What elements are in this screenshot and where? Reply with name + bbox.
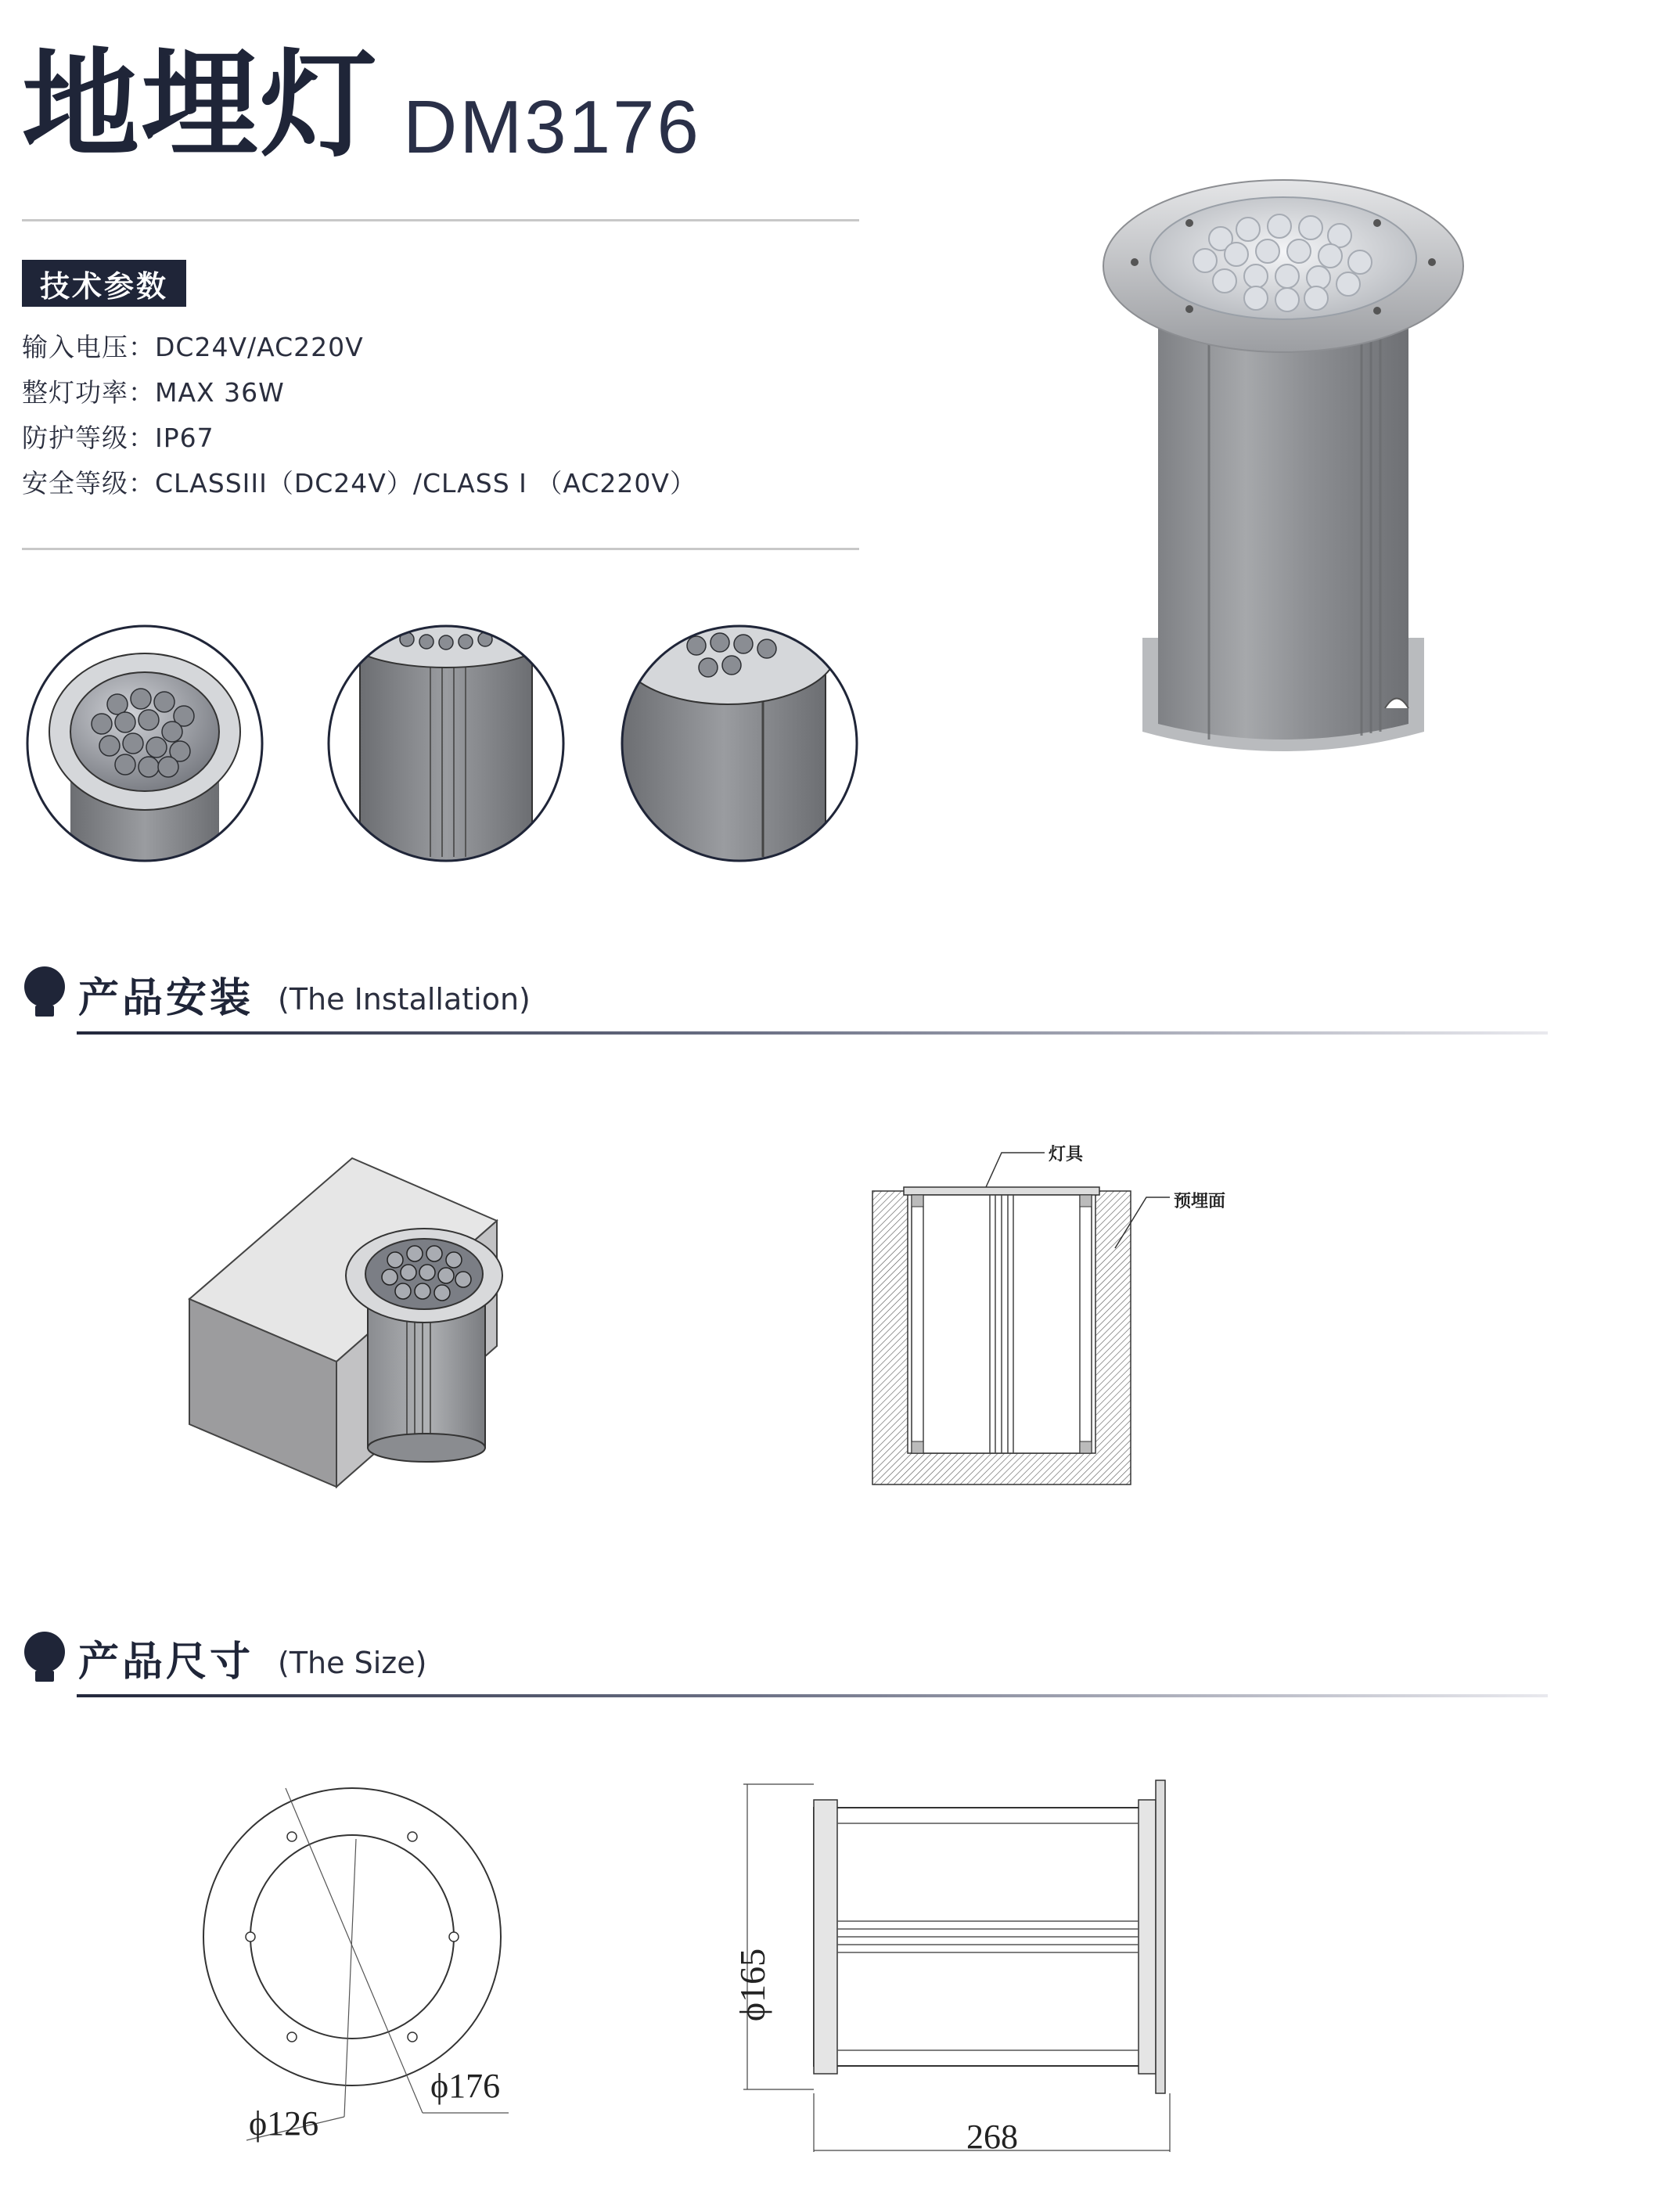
- size-section-subtitle: (The Size): [278, 1646, 427, 1680]
- installation-section-subtitle: (The Installation): [278, 982, 531, 1017]
- spec-row-safety: 安全等级：CLASSIII（DC24V）/CLASS I （AC220V）: [22, 468, 696, 498]
- dim-length: 268: [966, 2118, 1018, 2156]
- size-side-view-drawing: [743, 1776, 1189, 2152]
- size-section-rule: [77, 1694, 1548, 1697]
- spec-row-voltage: 输入电压：DC24V/AC220V: [22, 332, 364, 362]
- product-model: DM3176: [403, 85, 701, 169]
- size-section-title: 产品尺寸: [78, 1639, 254, 1686]
- header-divider: [22, 219, 859, 221]
- section-bulb-icon-2: [22, 1632, 67, 1683]
- dim-body-diameter: ϕ165: [732, 1948, 773, 2022]
- installation-section-rule: [77, 1031, 1548, 1035]
- installation-3d-illustration: [180, 1150, 509, 1495]
- specs-badge: 技术参数: [22, 260, 186, 307]
- label-fixture: 灯具: [1049, 1145, 1084, 1164]
- section-bulb-icon: [22, 966, 67, 1018]
- product-title-cn: 地埋灯: [22, 38, 380, 174]
- detail-side-view: [329, 622, 563, 873]
- label-embedded-surface: 预埋面: [1174, 1192, 1226, 1211]
- installation-section-title: 产品安装: [78, 975, 254, 1022]
- spec-row-ip: 防护等级：IP67: [22, 423, 214, 453]
- product-hero-image: [1088, 176, 1487, 771]
- specs-divider: [22, 548, 859, 550]
- specs-list: [22, 327, 696, 509]
- dim-outer-diameter: ϕ176: [430, 2067, 501, 2105]
- dim-inner-diameter: ϕ126: [249, 2104, 319, 2143]
- detail-bottom-view: [618, 622, 857, 873]
- detail-views: [23, 622, 869, 873]
- spec-row-power: 整灯功率：MAX 36W: [22, 377, 285, 408]
- detail-top-view: [27, 626, 262, 873]
